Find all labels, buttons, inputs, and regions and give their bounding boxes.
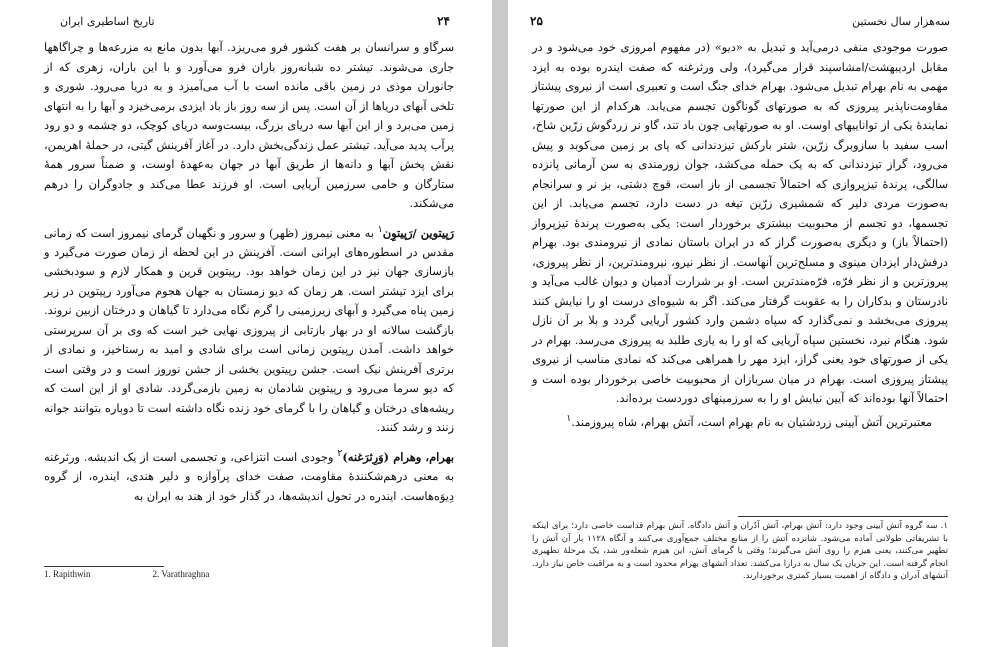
paragraph: صورت موجودی منفی درمی‌آید و تبدیل به «دیو» (در مفهوم امروزی خود می‌شود و در مقابل اردیبهشت/امشاسپند قرار می‌گیرد)، ولی ورثرغنه که صفت ایندره بوده به ایزد مهمی به نام بهرام تبدیل می‌شود. بهرام خدای جنگ است و تعبیری است از نیروی پیشتاز مقاومت‌ناپذیر پیروزی که به صورتهای گوناگون تجسم می‌یابد. هرکدام از این صورتها نمایندهٔ یکی از تواناییهای اوست. او به صورتهایی چون باد تند، گاو نر زردگوش زرّین شاخ، اسب سفید با سازوبرگ زرّین، شتر بارکش تیزدندانی که پای بر زمین می‌کوبد و پیش می‌رود، گراز تیزدندانی که به یک حمله می‌کشد، جوان زورمندی به سن آرمانی پانزده سالگی، پرندهٔ تیزپروازی که احتمالاً تجسمی از باز است، قوچ دشتی، بز نر و سرانجام به‌صورت مردی دلیر که شمشیری زرّین تیغه در دست دارد، تجسم می‌یابد. از این تجسمها، دو تجسم از محبوبیت بیشتری برخوردار است: یکی به‌صورت پرندهٔ تیزپرواز (احتمالاً باز) و دیگری به‌صورت گراز که در ایران باستان نمادی از نیرومندی بود. بهرام درفش‌دار ایزدان مینوی و مسلح‌ترین آنهاست. از نظر نیرو، نیرومندترین، از نظر پیروزی، پیروزترین و از نظر فرّه، فرّه‌مندترین است. او بر شرارت آدمیان و دیوان غالب می‌آید و نادرستان و بدکاران را به عقوبت گرفتار می‌کند. اگر به شیوه‌ای درست او را نیایش کنند پیروزی می‌بخشد و نمی‌گذارد که سپاه دشمن وارد کشور آریایی گردد و بلا بر آن نازل شود. هنگام نبرد، نخستین سپاه آریایی که او را به یاری طلبد به پیروزی می‌رسد. بهرام در یکی از صورتهای خود یعنی گراز، ایزد مهر را همراهی می‌کند که نمادی مناسب از نیروی پیشتاز پیروزی است. بهرام در میان سربازان از محبوبیت خاصی برخوردار بوده است و احتمالاً آنها بوده‌اند که آیین نیایش او را به سرزمینهای دوردست برده‌اند. [532, 40, 948, 405]
paragraph-text: معتبرترین آتش آیینی زردشتیان به نام بهرام است، آتش بهرام، شاه پیروزمند. [571, 414, 932, 429]
entry-text: به معنی نیمروز (ظهر) و سرور و نگهبان گرمای نیمروز است که زمانی مقدس در اسطوره‌های ایرانی است. آفرینش در این لحظه از زمان صورت می‌گیرد و بازسازی جهان نیز در این زمان خواهد بود. رپیتوین قرین و همکار لازم و سودبخشی برای ایزد تیشتر است. هر زمان که دیو زمستان به جهان هجوم می‌آورد رپیتوین در زیر زمین پناه می‌گیرد و آبهای زیرزمینی را گرم نگاه می‌دارد تا گیاهان و درختان ازبین نروند. بازگشت سالانه او در بهار بازتابی از پیروزی نهایی خیر است که وی بر آن سرپرستی خواهد داشت. آمدن رپیتوین زمانی است برای شادی و امید به رستاخیز، و نمادی از برتری آفرینش نیک است. جشن رپیتوین بخشی از جشن نوروز است و در وقتی است که دیو سرما می‌رود و رپیتوین شادمان به زمین بازمی‌گردد. شادی او از این است که ریشه‌های درختان و گیاهان را با گرمای خود زنده نگاه داشته است تا دوباره بتوانند جوانه زنند و رشد کنند. [44, 225, 454, 435]
footnote-marker: ۱ [377, 223, 383, 235]
entry-headword: بهرام، وهرام (وَرِثرَغنه) [342, 449, 454, 464]
footnote: ۱. سه گروه آتش آیینی وجود دارد: آتش بهرام، آتش آدُران و آتش دادگاه. آتش بهرام قداست خاصی دارد؛ برای اینکه با تشریفاتی طولانی آماده می‌شود. شانزده آتش را از منابع مختلف جمع‌آوری می‌کنند و آنگاه ۱۱۲۸ بار آن آتش را تطهیر می‌کنند، یعنی هیزم را روی آتش می‌گیرند؛ وقتی با گرمای آتش، این هیزم شعله‌ور شد، یک مرحلهٔ تطهیری انجام گرفته است. این جریان یک سال به درازا می‌کشد. تعداد آتشهای بهرام محدود است و به مراقبت خاص نیاز دارد. آتشهای آدران و دادگاه از اهمیت بسیار کمتری برخوردارند. [532, 521, 948, 582]
running-title: تاریخ اساطیری ایران [60, 14, 155, 28]
footnote-rule [738, 516, 948, 517]
body-text [532, 38, 948, 432]
entry-rapithwin [44, 220, 454, 438]
footnote-rule [44, 566, 164, 567]
left-page [0, 0, 492, 647]
entry-bahram [44, 444, 454, 506]
body-text [44, 38, 454, 506]
running-title: سه‌هزار سال نخستین [852, 14, 950, 28]
page-number: ۲۵ [530, 14, 543, 28]
footnote-marker: ۲ [337, 447, 343, 459]
footnotes [44, 569, 454, 579]
footnote: 2. Varathraghna [152, 569, 210, 579]
right-page [508, 0, 1002, 647]
page-gutter [492, 0, 508, 647]
running-head [60, 12, 450, 30]
paragraph: سرگاو و سرانسان بر هفت کشور فرو می‌ریزد. آبها بدون مانع به مزرعه‌ها و چراگاهها جاری می‌شوند. تیشتر ده شبانه‌روز باران فرو می‌آورد و با این باران، زهری که از جانوران موذی در زمین باقی مانده است با آب می‌آمیزد و به دریا می‌رود. شوری و تلخی آبهای دریاها از آن است. پس از سه روز باز باد ایزدی برمی‌خیزد و آبها را به انتهای زمین می‌برد و از این آبها سه دریای بزرگ، بیست‌وسه دریای کوچک، دو چشمه و دو رود پرآب پدید می‌آید. تیشتر عمل زندگی‌بخش دارد. در آغاز آفرینش گیتی، در حملهٔ اهریمن، نقش پخش آبها و دانه‌ها از طریق آبها در جهان به‌عهدهٔ اوست، و ضمناً سرور همهٔ ستارگان و حامی سرزمین آریایی است. او فرزند عطا می‌کند و جادوگران را درهم می‌شکند. [44, 40, 454, 210]
entry-headword: رَپیتوین /رَپیتوِن [382, 225, 454, 240]
paragraph [532, 409, 948, 432]
footnote: 1. Rapithwin [44, 569, 91, 579]
footnotes [532, 520, 948, 583]
footnote-marker: ۱ [566, 412, 572, 424]
page-number: ۲۴ [437, 14, 450, 28]
entry-text: وجودی است انتزاعی، و تجسمی است از یک اندیشه. ورثرغنه به معنی درهم‌شکنندهٔ مقاومت، صفت خدای پرآوازه و دلیر هندی، ایندره، از گروه دِیوَه‌هاست. ایندره در تحول اندیشه‌ها، در گذار خود از هند به ایران به [44, 449, 454, 503]
running-head [530, 12, 950, 30]
